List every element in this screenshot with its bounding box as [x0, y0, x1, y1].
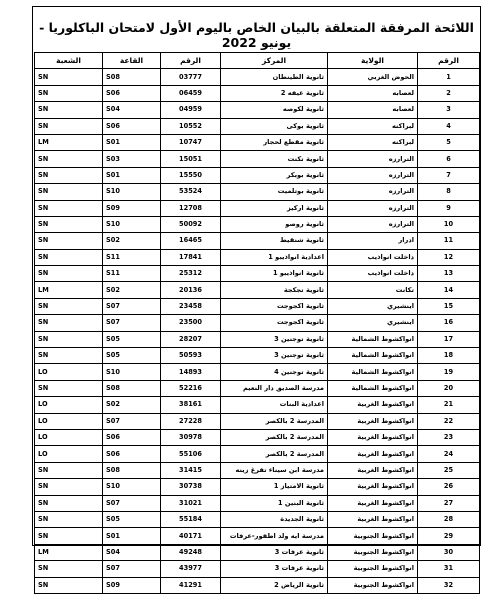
row-wilaya: تكانت — [328, 282, 418, 298]
row-center: ثانوية انواذيبو 1 — [221, 266, 328, 282]
row-room: S05 — [103, 511, 161, 527]
row-number: 18 — [418, 348, 480, 364]
row-code: 52216 — [161, 380, 221, 396]
row-wilaya: لبراكنه — [328, 134, 418, 150]
row-number: 8 — [418, 184, 480, 200]
row-branch: SN — [35, 315, 103, 331]
row-room: S07 — [103, 495, 161, 511]
row-room: S09 — [103, 577, 161, 593]
row-room: S04 — [103, 102, 161, 118]
row-branch: LO — [35, 429, 103, 445]
row-room: S10 — [103, 364, 161, 380]
row-room: S06 — [103, 429, 161, 445]
row-code: 43977 — [161, 561, 221, 577]
row-code: 04959 — [161, 102, 221, 118]
row-wilaya: الترارزه — [328, 200, 418, 216]
row-number: 19 — [418, 364, 480, 380]
row-wilaya: الحوض الغربي — [328, 69, 418, 85]
row-code: 31415 — [161, 462, 221, 478]
row-center: ثانوية مقطع لحجار — [221, 134, 328, 150]
table-row — [35, 151, 480, 167]
row-center: ثانوية الجديدة — [221, 511, 328, 527]
row-wilaya: ادرار — [328, 233, 418, 249]
row-number: 5 — [418, 134, 480, 150]
table-row — [35, 298, 480, 314]
row-room: S07 — [103, 315, 161, 331]
row-code: 16465 — [161, 233, 221, 249]
table-row — [35, 249, 480, 265]
row-room: S04 — [103, 544, 161, 560]
row-center: ثانوية تكنت — [221, 151, 328, 167]
table-row — [35, 462, 480, 478]
row-room: S07 — [103, 561, 161, 577]
row-code: 40171 — [161, 528, 221, 544]
row-code: 50593 — [161, 348, 221, 364]
table-row — [35, 69, 480, 85]
row-number: 1 — [418, 69, 480, 85]
table-row — [35, 528, 480, 544]
row-room: S05 — [103, 348, 161, 364]
header-center: المركز — [221, 53, 328, 69]
row-center: المدرسة 2 بالكصر — [221, 429, 328, 445]
row-wilaya: انواكشوط الغربية — [328, 511, 418, 527]
table-row — [35, 561, 480, 577]
row-wilaya: انواكشوط الغربية — [328, 413, 418, 429]
row-number: 24 — [418, 446, 480, 462]
row-wilaya: انواكشوط الغربية — [328, 495, 418, 511]
table-row — [35, 495, 480, 511]
row-number: 10 — [418, 216, 480, 232]
row-room: S10 — [103, 479, 161, 495]
row-number: 28 — [418, 511, 480, 527]
row-wilaya: انواكشوط الغربية — [328, 397, 418, 413]
row-wilaya: لبراكنه — [328, 118, 418, 134]
table-row — [35, 184, 480, 200]
row-wilaya: الترارزه — [328, 167, 418, 183]
page-title: اللائحة المرفقة المتعلقة بالبيان الخاص باليوم الأول لامتحان الباكلوريا - يونيو 2022 — [39, 20, 474, 50]
row-wilaya: الترارزه — [328, 151, 418, 167]
row-number: 17 — [418, 331, 480, 347]
row-branch: SN — [35, 102, 103, 118]
row-room: S06 — [103, 446, 161, 462]
row-number: 27 — [418, 495, 480, 511]
row-center: ثانوية لكوصه — [221, 102, 328, 118]
row-wilaya: لعصابه — [328, 102, 418, 118]
header-room: القاعة — [103, 53, 161, 69]
table-row — [35, 233, 480, 249]
row-code: 31021 — [161, 495, 221, 511]
row-center: ثانوية عرفات 3 — [221, 561, 328, 577]
row-center: ثانوية توجنين 3 — [221, 348, 328, 364]
row-number: 25 — [418, 462, 480, 478]
row-code: 41291 — [161, 577, 221, 593]
table-row — [35, 348, 480, 364]
row-branch: LM — [35, 134, 103, 150]
row-branch: SN — [35, 167, 103, 183]
row-branch: SN — [35, 479, 103, 495]
row-code: 12708 — [161, 200, 221, 216]
table-row — [35, 364, 480, 380]
row-branch: SN — [35, 495, 103, 511]
row-number: 26 — [418, 479, 480, 495]
table-row — [35, 167, 480, 183]
row-center: ثانوية روصو — [221, 216, 328, 232]
row-code: 03777 — [161, 69, 221, 85]
header-wilaya: الولاية — [328, 53, 418, 69]
row-wilaya: انواكشوط الشمالية — [328, 364, 418, 380]
row-wilaya: انواكشوط الشمالية — [328, 331, 418, 347]
row-wilaya: انواكشوط الشمالية — [328, 348, 418, 364]
header-code: الرقم — [161, 53, 221, 69]
row-code: 17841 — [161, 249, 221, 265]
row-center: ثانوية اكجوجت — [221, 315, 328, 331]
row-number: 30 — [418, 544, 480, 560]
row-center: المدرسة 2 بالكصر — [221, 413, 328, 429]
row-room: S03 — [103, 151, 161, 167]
row-room: S02 — [103, 397, 161, 413]
row-room: S08 — [103, 380, 161, 396]
row-room: S11 — [103, 249, 161, 265]
row-center: ثانوية بوكى — [221, 118, 328, 134]
row-center: ثانوية شنقيط — [221, 233, 328, 249]
table-row — [35, 331, 480, 347]
row-branch: SN — [35, 266, 103, 282]
row-code: 15550 — [161, 167, 221, 183]
header-branch: الشعبة — [35, 53, 103, 69]
table-row — [35, 200, 480, 216]
row-number: 31 — [418, 561, 480, 577]
row-branch: SN — [35, 511, 103, 527]
row-room: S05 — [103, 331, 161, 347]
row-number: 29 — [418, 528, 480, 544]
row-number: 15 — [418, 298, 480, 314]
row-code: 10747 — [161, 134, 221, 150]
row-center: ثانوية توجنين 4 — [221, 364, 328, 380]
row-room: S07 — [103, 413, 161, 429]
table-row — [35, 446, 480, 462]
row-wilaya: انواكشوط الجنوبية — [328, 544, 418, 560]
row-wilaya: اينشيري — [328, 298, 418, 314]
row-number: 12 — [418, 249, 480, 265]
row-wilaya: انواكشوط الشمالية — [328, 380, 418, 396]
row-branch: LO — [35, 413, 103, 429]
row-center: مدرسة الصديق دار النعيم — [221, 380, 328, 396]
row-center: ثانوية بوتلميت — [221, 184, 328, 200]
row-branch: SN — [35, 298, 103, 314]
row-wilaya: داخلت انواذيب — [328, 266, 418, 282]
row-number: 2 — [418, 85, 480, 101]
table-row — [35, 134, 480, 150]
row-center: ثانوية عرفات 3 — [221, 544, 328, 560]
row-wilaya: انواكشوط الغربية — [328, 462, 418, 478]
row-code: 55106 — [161, 446, 221, 462]
row-branch: LO — [35, 397, 103, 413]
row-number: 16 — [418, 315, 480, 331]
table-row — [35, 216, 480, 232]
row-code: 25312 — [161, 266, 221, 282]
row-branch: SN — [35, 233, 103, 249]
row-wilaya: انواكشوط الجنوبية — [328, 561, 418, 577]
table-row — [35, 118, 480, 134]
row-branch: SN — [35, 249, 103, 265]
table-header-row — [35, 53, 480, 69]
row-number: 6 — [418, 151, 480, 167]
row-room: S01 — [103, 167, 161, 183]
row-center: المدرسة 2 بالكصر — [221, 446, 328, 462]
row-wilaya: الترارزه — [328, 184, 418, 200]
row-code: 20136 — [161, 282, 221, 298]
row-code: 10552 — [161, 118, 221, 134]
table-row — [35, 380, 480, 396]
row-center: ثانوية اركيز — [221, 200, 328, 216]
table-row — [35, 85, 480, 101]
table-row — [35, 429, 480, 445]
table-row — [35, 102, 480, 118]
table-row — [35, 266, 480, 282]
row-branch: SN — [35, 528, 103, 544]
table-row — [35, 479, 480, 495]
row-number: 7 — [418, 167, 480, 183]
row-branch: SN — [35, 118, 103, 134]
header-number: الرقم — [418, 53, 480, 69]
row-room: S11 — [103, 266, 161, 282]
row-center: اعدادية البنات — [221, 397, 328, 413]
row-number: 3 — [418, 102, 480, 118]
row-room: S07 — [103, 298, 161, 314]
row-branch: SN — [35, 184, 103, 200]
row-room: S10 — [103, 184, 161, 200]
row-branch: LO — [35, 446, 103, 462]
row-center: ثانوية الامتياز 1 — [221, 479, 328, 495]
row-wilaya: داخلت انواذيب — [328, 249, 418, 265]
row-branch: SN — [35, 151, 103, 167]
table-row — [35, 282, 480, 298]
row-center: ثانوية تجكجة — [221, 282, 328, 298]
row-room: S01 — [103, 134, 161, 150]
row-code: 15051 — [161, 151, 221, 167]
table-row — [35, 577, 480, 593]
row-number: 9 — [418, 200, 480, 216]
row-center: مدرسة ايه ولد اطفور-عرفات — [221, 528, 328, 544]
row-branch: LO — [35, 364, 103, 380]
row-code: 38161 — [161, 397, 221, 413]
row-wilaya: انواكشوط الجنوبية — [328, 577, 418, 593]
row-number: 14 — [418, 282, 480, 298]
row-branch: SN — [35, 561, 103, 577]
row-room: S06 — [103, 85, 161, 101]
row-wilaya: انواكشوط الغربية — [328, 446, 418, 462]
row-room: S09 — [103, 200, 161, 216]
row-number: 21 — [418, 397, 480, 413]
row-room: S08 — [103, 69, 161, 85]
row-center: اعدادية انواذيبو 1 — [221, 249, 328, 265]
row-room: S02 — [103, 282, 161, 298]
row-branch: SN — [35, 331, 103, 347]
row-center: ثانوية اكجوجت — [221, 298, 328, 314]
row-branch: SN — [35, 69, 103, 85]
row-code: 23500 — [161, 315, 221, 331]
row-room: S08 — [103, 462, 161, 478]
row-branch: SN — [35, 200, 103, 216]
row-number: 22 — [418, 413, 480, 429]
row-branch: SN — [35, 85, 103, 101]
table-row — [35, 511, 480, 527]
row-branch: LM — [35, 282, 103, 298]
row-code: 30738 — [161, 479, 221, 495]
candidates-table — [34, 52, 480, 594]
row-number: 11 — [418, 233, 480, 249]
row-center: ثانوية عيفه 2 — [221, 85, 328, 101]
row-room: S06 — [103, 118, 161, 134]
row-code: 27228 — [161, 413, 221, 429]
row-code: 23458 — [161, 298, 221, 314]
row-wilaya: انواكشوط الغربية — [328, 479, 418, 495]
row-branch: LM — [35, 544, 103, 560]
row-code: 06459 — [161, 85, 221, 101]
row-room: S01 — [103, 528, 161, 544]
row-branch: SN — [35, 577, 103, 593]
row-code: 14893 — [161, 364, 221, 380]
row-number: 32 — [418, 577, 480, 593]
row-wilaya: لعصابه — [328, 85, 418, 101]
table-row — [35, 397, 480, 413]
row-branch: SN — [35, 216, 103, 232]
row-wilaya: انواكشوط الغربية — [328, 429, 418, 445]
table-row — [35, 544, 480, 560]
row-branch: SN — [35, 348, 103, 364]
row-code: 30978 — [161, 429, 221, 445]
row-code: 50092 — [161, 216, 221, 232]
row-code: 53524 — [161, 184, 221, 200]
row-wilaya: انواكشوط الجنوبية — [328, 528, 418, 544]
table-row — [35, 413, 480, 429]
row-number: 4 — [418, 118, 480, 134]
row-center: ثانوية توجنين 3 — [221, 331, 328, 347]
row-branch: SN — [35, 462, 103, 478]
row-room: S10 — [103, 216, 161, 232]
row-wilaya: الترارزه — [328, 216, 418, 232]
table-row — [35, 315, 480, 331]
row-center: ثانوية الرياض 2 — [221, 577, 328, 593]
row-code: 55184 — [161, 511, 221, 527]
row-number: 20 — [418, 380, 480, 396]
row-branch: SN — [35, 380, 103, 396]
row-number: 23 — [418, 429, 480, 445]
row-center: ثانوية البنين 1 — [221, 495, 328, 511]
row-code: 49248 — [161, 544, 221, 560]
row-center: ثانوية الطينطان — [221, 69, 328, 85]
row-number: 13 — [418, 266, 480, 282]
row-room: S02 — [103, 233, 161, 249]
row-center: مدرسة ابن سيناء تفرغ زينه — [221, 462, 328, 478]
row-center: ثانوية بوبكر — [221, 167, 328, 183]
row-code: 28207 — [161, 331, 221, 347]
row-wilaya: اينشيري — [328, 315, 418, 331]
